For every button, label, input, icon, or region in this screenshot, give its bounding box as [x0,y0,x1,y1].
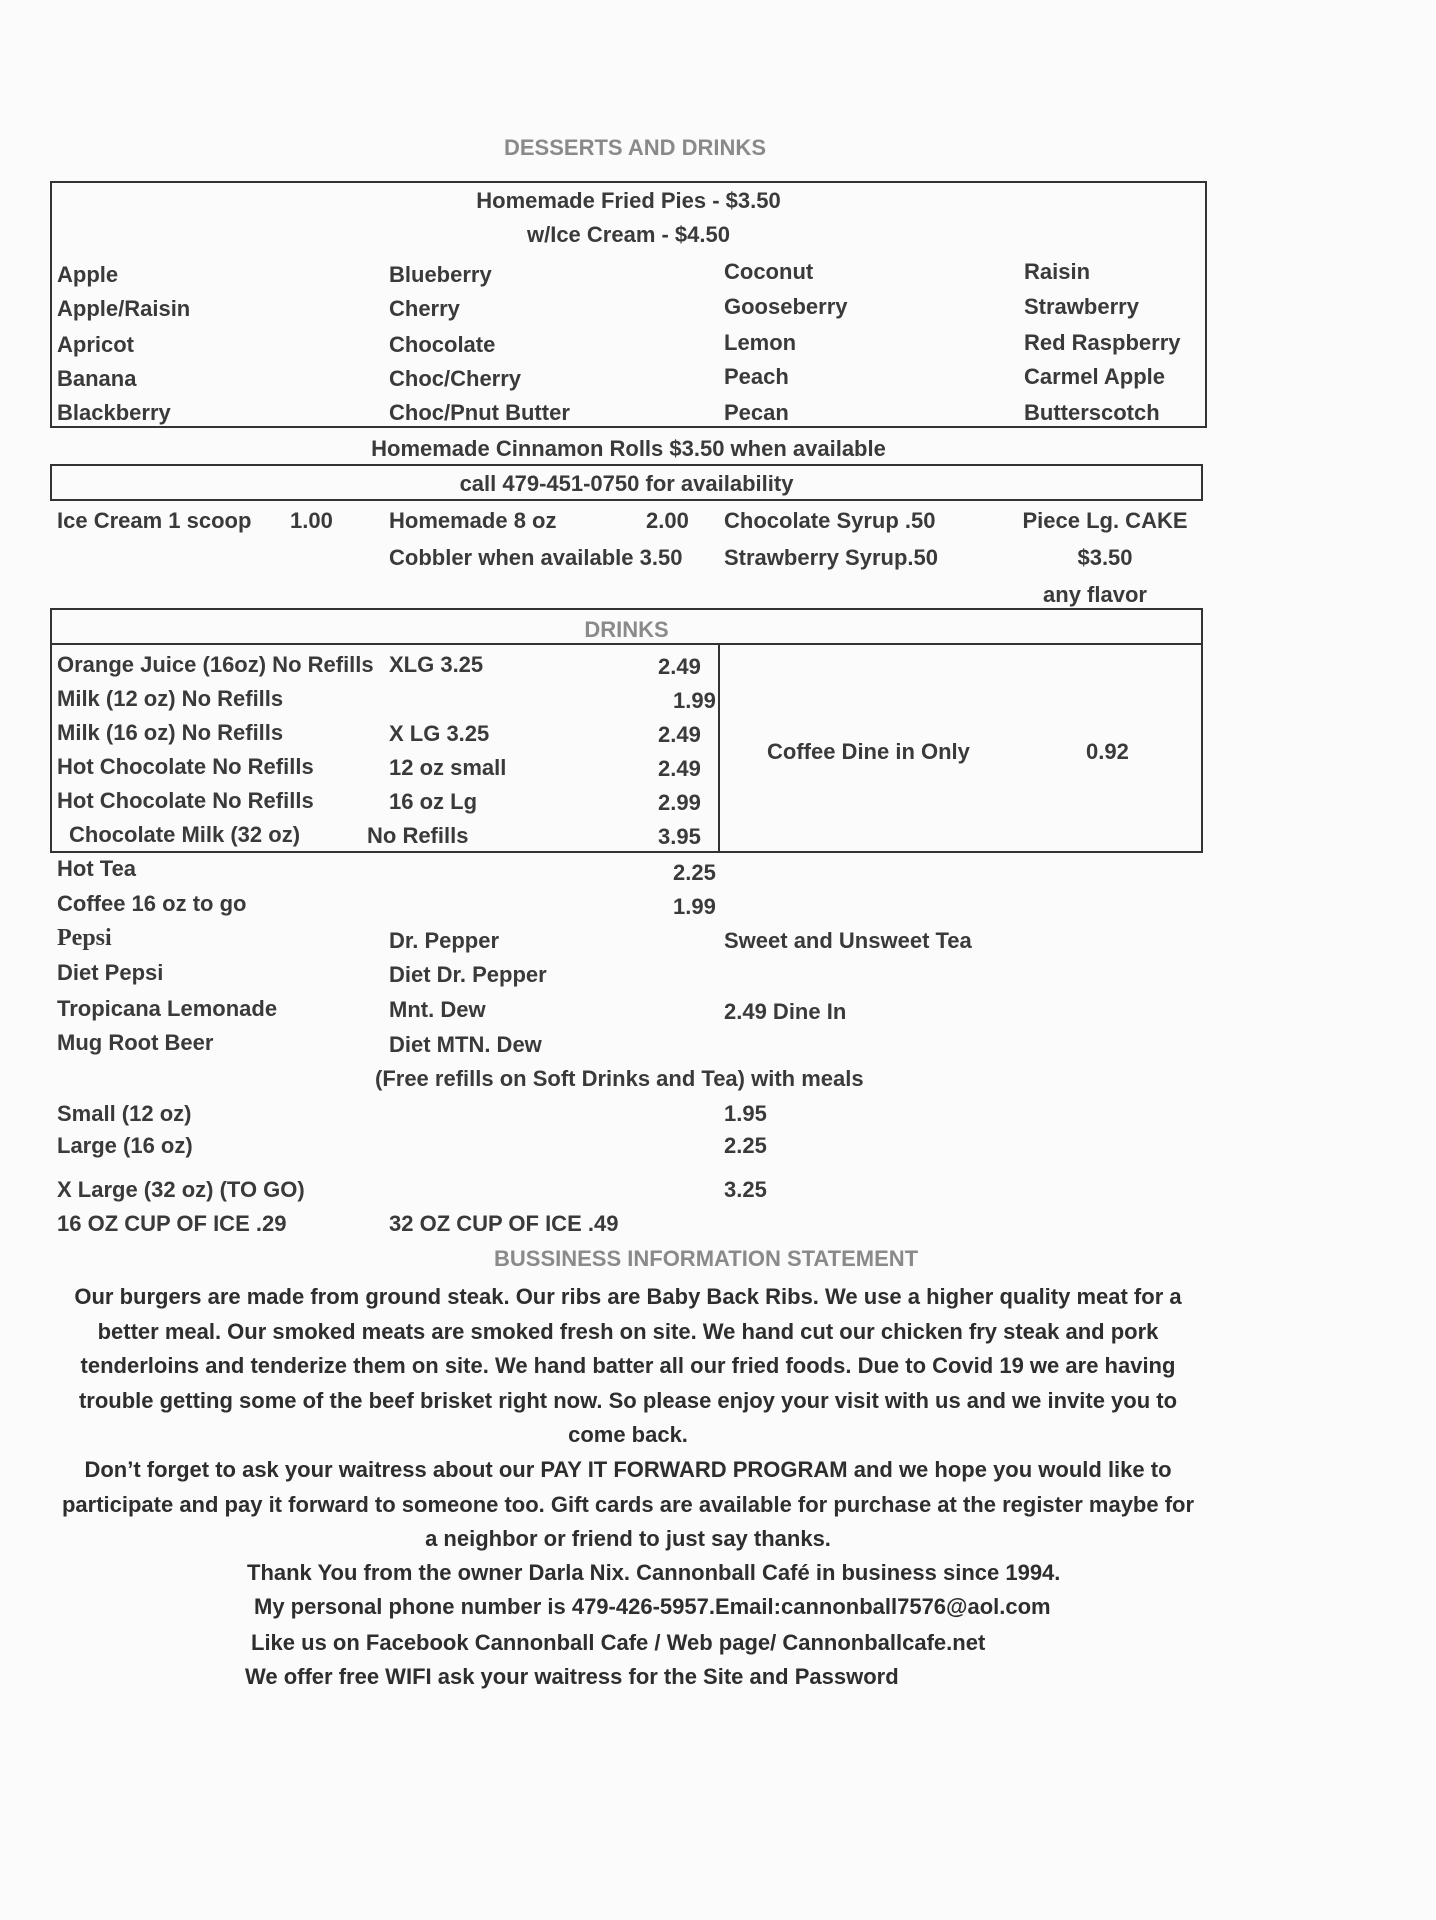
drinks-header: DRINKS [584,617,669,642]
pie-flavor: Gooseberry [724,294,848,319]
drink-price: 2.99 [658,790,701,815]
pie-flavor: Red Raspberry [1024,330,1181,355]
pie-flavor: Coconut [724,259,814,284]
coffee-dine-in: Coffee Dine in Only [767,739,970,764]
drink-name: Hot Chocolate No Refills [57,788,314,813]
chocolate-syrup: Chocolate Syrup .50 [724,508,936,533]
cake-label: Piece Lg. CAKE [1022,508,1188,533]
drink-name: Milk (12 oz) No Refills [57,686,284,711]
pie-flavor: Carmel Apple [1024,364,1166,389]
size-price: 3.25 [724,1177,767,1202]
pie-flavor: Choc/Pnut Butter [389,400,570,425]
drink-size: No Refills [367,823,469,848]
drink-price: 2.49 [658,722,701,747]
drink-price: 3.95 [658,824,701,849]
coffee-to-go-price: 1.99 [673,894,716,919]
call-availability: call 479-451-0750 for availability [459,471,794,496]
drink-size: 16 oz Lg [389,789,478,814]
soft-drink: Tropicana Lemonade [57,996,278,1021]
soft-drink: Diet Pepsi [57,960,164,985]
pie-flavor: Butterscotch [1024,400,1160,425]
hot-tea: Hot Tea [57,856,137,881]
pie-flavor: Pecan [724,400,789,425]
ice-cup-16: 16 OZ CUP OF ICE .29 [57,1211,287,1236]
soft-drink: Diet MTN. Dew [389,1032,542,1057]
coffee-dine-in-price: 0.92 [1086,739,1129,764]
pie-flavor: Banana [57,366,137,391]
drinks-column-divider [718,645,720,853]
drink-name: Milk (16 oz) No Refills [57,720,284,745]
sweet-tea: Sweet and Unsweet Tea [724,928,972,953]
hot-tea-price: 2.25 [673,860,716,885]
owner-contact: My personal phone number is 479-426-5957.Email:cannonball7576@aol.com [254,1594,1051,1619]
pie-flavor: Strawberry [1024,294,1139,319]
size-price: 2.25 [724,1133,767,1158]
drink-size: X LG 3.25 [389,721,490,746]
free-refills: (Free refills on Soft Drinks and Tea) with meals [375,1066,864,1091]
pie-flavor: Lemon [724,330,797,355]
facebook-info: Like us on Facebook Cannonball Cafe / Web page/ Cannonballcafe.net [251,1630,986,1655]
pie-flavor: Blackberry [57,400,171,425]
pie-flavor: Apple/Raisin [57,296,191,321]
coffee-to-go: Coffee 16 oz to go [57,891,247,916]
pie-flavor: Raisin [1024,259,1091,284]
size-label: Large (16 oz) [57,1133,193,1158]
drink-name: Chocolate Milk (32 oz) [69,822,301,847]
drink-name: Hot Chocolate No Refills [57,754,314,779]
drink-size: XLG 3.25 [389,652,484,677]
pie-flavor: Chocolate [389,332,496,357]
drink-name: Orange Juice (16oz) No Refills [57,652,374,677]
soft-drink: Dr. Pepper [389,928,500,953]
pies-icecream-line: w/Ice Cream - $4.50 [526,222,730,247]
drink-price: 2.49 [658,756,701,781]
drink-price: 1.99 [673,688,716,713]
ice-cup-32: 32 OZ CUP OF ICE .49 [389,1211,619,1236]
pie-flavor: Apricot [57,332,134,357]
pies-price-line: Homemade Fried Pies - $3.50 [476,188,781,213]
drink-size: 12 oz small [389,755,507,780]
cobbler-price: 2.00 [646,508,689,533]
cobbler-available: Cobbler when available 3.50 [389,545,683,570]
size-label: Small (12 oz) [57,1101,192,1126]
size-label: X Large (32 oz) (TO GO) [57,1177,305,1202]
soft-drink: Pepsi [57,925,112,951]
pie-flavor: Peach [724,364,789,389]
cake-price: $3.50 [1077,545,1133,570]
cinnamon-rolls: Homemade Cinnamon Rolls $3.50 when available [371,436,886,461]
page-title: DESSERTS AND DRINKS [504,135,766,160]
ice-cream-scoop: Ice Cream 1 scoop [57,508,252,533]
cake-flavor: any flavor [1043,582,1147,607]
pie-flavor: Choc/Cherry [389,366,522,391]
strawberry-syrup: Strawberry Syrup.50 [724,545,938,570]
business-paragraph: Our burgers are made from ground steak. Our ribs are Baby Back Ribs. We use a higher quality meat for a better meal. Our smoked meats are smoked fresh on site. We hand cut our chicken fry steak and pork tenderloins and tenderize them on site. We hand batter all our fried foods. Due to Covid 19 we are having trouble getting some of the beef brisket right now. So please enjoy your visit with us and we invite you to come back. [74,1284,1182,1447]
soft-drink: Diet Dr. Pepper [389,962,547,987]
pie-flavor: Apple [57,262,119,287]
pie-flavor: Blueberry [389,262,492,287]
ice-cream-price: 1.00 [290,508,333,533]
soft-drink: Mug Root Beer [57,1030,214,1055]
wifi-info: We offer free WIFI ask your waitress for the Site and Password [245,1664,899,1689]
pie-flavor: Cherry [389,296,460,321]
drinks-header-rule [50,643,1203,645]
soft-drink: Mnt. Dew [389,997,486,1022]
dine-in-price: 2.49 Dine In [724,999,847,1024]
business-title: BUSSINESS INFORMATION STATEMENT [494,1246,919,1271]
owner-thanks: Thank You from the owner Darla Nix. Cannonball Café in business since 1994. [247,1560,1061,1585]
drink-price: 2.49 [658,654,701,679]
cobbler-size: Homemade 8 oz [389,508,557,533]
pay-it-forward-paragraph: Don’t forget to ask your waitress about our PAY IT FORWARD PROGRAM and we hope you would like to participate and pay it forward to someone too. Gift cards are available for purchase at the register maybe for a neighbor or friend to just say thanks. [61,1457,1195,1551]
size-price: 1.95 [724,1101,767,1126]
